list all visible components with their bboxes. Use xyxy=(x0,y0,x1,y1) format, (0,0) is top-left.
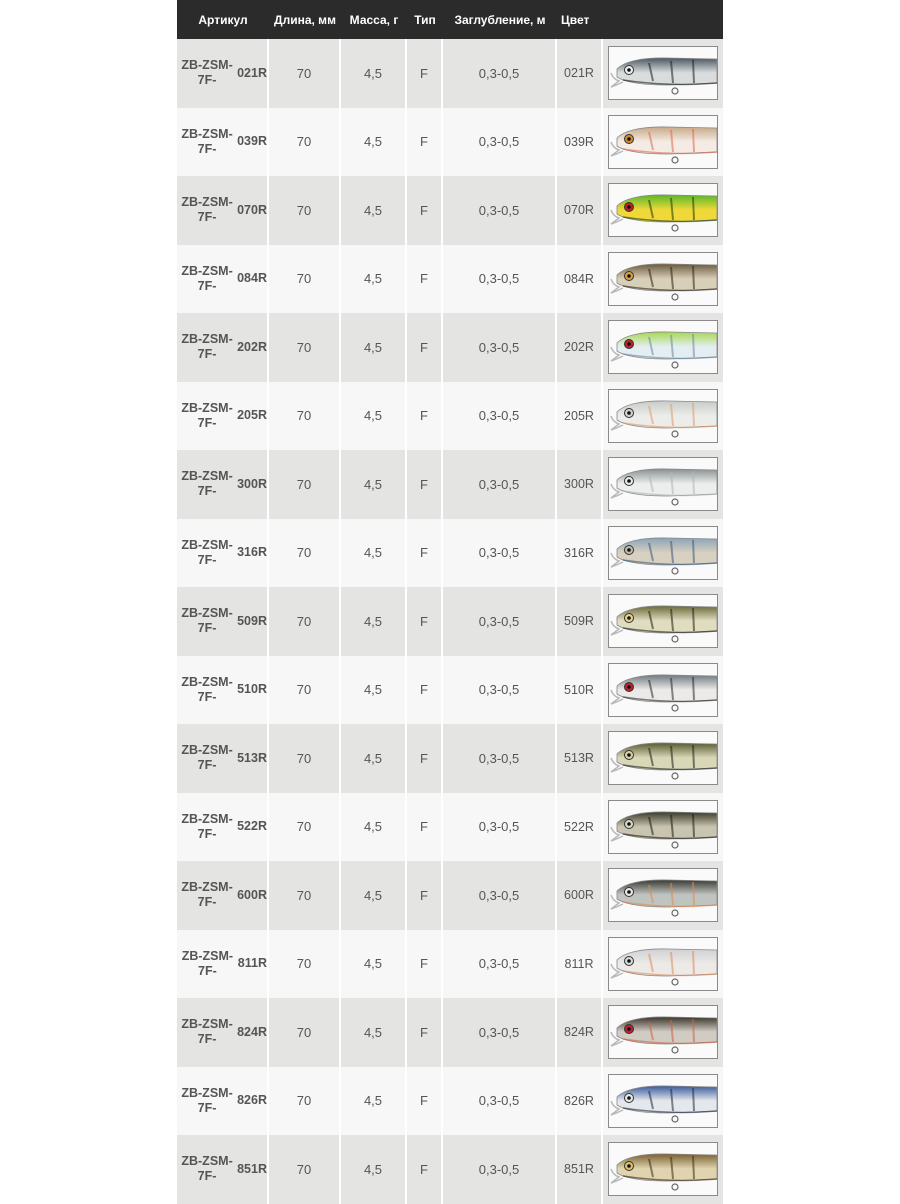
table-row xyxy=(177,587,723,656)
lure-image[interactable] xyxy=(608,594,718,648)
depth-cell: 0,3-0,5 xyxy=(443,587,557,656)
lure-spec-table xyxy=(177,0,723,1204)
article-cell: ZB-ZSM-7F- 021R xyxy=(177,39,269,108)
article-cell: ZB-ZSM-7F- 070R xyxy=(177,176,269,245)
table-row xyxy=(177,930,723,999)
type-cell: F xyxy=(407,382,443,451)
lure-image-cell xyxy=(603,930,723,999)
table-row xyxy=(177,998,723,1067)
type-cell: F xyxy=(407,998,443,1067)
lure-image-cell xyxy=(603,519,723,588)
lure-image-cell xyxy=(603,793,723,862)
weight-cell: 4,5 xyxy=(341,587,407,656)
lure-image-cell xyxy=(603,382,723,451)
table-row xyxy=(177,313,723,382)
color-code-cell: 510R xyxy=(557,656,603,725)
article-cell: ZB-ZSM-7F- 522R xyxy=(177,793,269,862)
type-cell: F xyxy=(407,245,443,314)
depth-cell: 0,3-0,5 xyxy=(443,1135,557,1204)
lure-image[interactable] xyxy=(608,937,718,991)
lure-image-cell xyxy=(603,108,723,177)
depth-cell: 0,3-0,5 xyxy=(443,313,557,382)
weight-cell: 4,5 xyxy=(341,930,407,999)
lure-icon xyxy=(609,801,717,853)
length-cell: 70 xyxy=(269,245,341,314)
length-cell: 70 xyxy=(269,656,341,725)
table-row xyxy=(177,861,723,930)
weight-cell: 4,5 xyxy=(341,861,407,930)
lure-icon xyxy=(609,1006,717,1058)
header-article: Артикул xyxy=(198,12,248,27)
depth-cell: 0,3-0,5 xyxy=(443,519,557,588)
weight-cell: 4,5 xyxy=(341,245,407,314)
type-cell: F xyxy=(407,176,443,245)
lure-image[interactable] xyxy=(608,46,718,100)
weight-cell: 4,5 xyxy=(341,39,407,108)
length-cell: 70 xyxy=(269,1135,341,1204)
table-row xyxy=(177,39,723,108)
lure-icon xyxy=(609,595,717,647)
lure-icon xyxy=(609,869,717,921)
lure-image-cell xyxy=(603,998,723,1067)
type-cell: F xyxy=(407,587,443,656)
lure-image-cell xyxy=(603,587,723,656)
type-cell: F xyxy=(407,1135,443,1204)
length-cell: 70 xyxy=(269,39,341,108)
lure-image-cell xyxy=(603,450,723,519)
table-row xyxy=(177,793,723,862)
color-code-cell: 522R xyxy=(557,793,603,862)
color-code-cell: 811R xyxy=(557,930,603,999)
color-code-cell: 509R xyxy=(557,587,603,656)
depth-cell: 0,3-0,5 xyxy=(443,861,557,930)
type-cell: F xyxy=(407,108,443,177)
header-length: Длина, мм xyxy=(274,12,336,27)
lure-image-cell xyxy=(603,313,723,382)
lure-image[interactable] xyxy=(608,663,718,717)
length-cell: 70 xyxy=(269,519,341,588)
length-cell: 70 xyxy=(269,793,341,862)
article-cell: ZB-ZSM-7F- 509R xyxy=(177,587,269,656)
weight-cell: 4,5 xyxy=(341,724,407,793)
type-cell: F xyxy=(407,656,443,725)
table-header xyxy=(177,0,723,39)
article-cell: ZB-ZSM-7F- 202R xyxy=(177,313,269,382)
lure-image[interactable] xyxy=(608,457,718,511)
color-code-cell: 824R xyxy=(557,998,603,1067)
lure-icon xyxy=(609,458,717,510)
type-cell: F xyxy=(407,313,443,382)
depth-cell: 0,3-0,5 xyxy=(443,998,557,1067)
lure-icon xyxy=(609,527,717,579)
weight-cell: 4,5 xyxy=(341,176,407,245)
color-code-cell: 316R xyxy=(557,519,603,588)
length-cell: 70 xyxy=(269,1067,341,1136)
type-cell: F xyxy=(407,861,443,930)
lure-image[interactable] xyxy=(608,252,718,306)
type-cell: F xyxy=(407,724,443,793)
depth-cell: 0,3-0,5 xyxy=(443,39,557,108)
depth-cell: 0,3-0,5 xyxy=(443,793,557,862)
color-code-cell: 084R xyxy=(557,245,603,314)
lure-icon xyxy=(609,938,717,990)
lure-image-cell xyxy=(603,724,723,793)
type-cell: F xyxy=(407,450,443,519)
lure-image[interactable] xyxy=(608,389,718,443)
header-type: Тип xyxy=(414,12,436,27)
header-depth: Заглубление, м xyxy=(454,12,546,27)
depth-cell: 0,3-0,5 xyxy=(443,930,557,999)
color-code-cell: 070R xyxy=(557,176,603,245)
lure-image-cell xyxy=(603,1067,723,1136)
weight-cell: 4,5 xyxy=(341,998,407,1067)
type-cell: F xyxy=(407,930,443,999)
lure-image-cell xyxy=(603,861,723,930)
lure-image[interactable] xyxy=(608,115,718,169)
weight-cell: 4,5 xyxy=(341,1067,407,1136)
length-cell: 70 xyxy=(269,108,341,177)
lure-image-cell xyxy=(603,39,723,108)
header-image xyxy=(603,0,723,39)
type-cell: F xyxy=(407,39,443,108)
length-cell: 70 xyxy=(269,930,341,999)
table-row xyxy=(177,382,723,451)
article-cell: ZB-ZSM-7F- 826R xyxy=(177,1067,269,1136)
color-code-cell: 851R xyxy=(557,1135,603,1204)
lure-image-cell xyxy=(603,1135,723,1204)
lure-icon xyxy=(609,732,717,784)
article-cell: ZB-ZSM-7F- 316R xyxy=(177,519,269,588)
article-cell: ZB-ZSM-7F- 300R xyxy=(177,450,269,519)
header-color: Цвет xyxy=(561,12,590,27)
lure-image[interactable] xyxy=(608,183,718,237)
table-body xyxy=(177,39,723,1204)
lure-icon xyxy=(609,184,717,236)
depth-cell: 0,3-0,5 xyxy=(443,108,557,177)
table-row xyxy=(177,656,723,725)
color-code-cell: 202R xyxy=(557,313,603,382)
color-code-cell: 021R xyxy=(557,39,603,108)
color-code-cell: 039R xyxy=(557,108,603,177)
color-code-cell: 513R xyxy=(557,724,603,793)
lure-icon xyxy=(609,1075,717,1127)
article-cell: ZB-ZSM-7F- 205R xyxy=(177,382,269,451)
lure-image[interactable] xyxy=(608,1142,718,1196)
table-row xyxy=(177,176,723,245)
weight-cell: 4,5 xyxy=(341,1135,407,1204)
table-row xyxy=(177,450,723,519)
article-cell: ZB-ZSM-7F- 811R xyxy=(177,930,269,999)
lure-image-cell xyxy=(603,245,723,314)
lure-icon xyxy=(609,253,717,305)
depth-cell: 0,3-0,5 xyxy=(443,656,557,725)
lure-image-cell xyxy=(603,656,723,725)
article-cell: ZB-ZSM-7F- 600R xyxy=(177,861,269,930)
length-cell: 70 xyxy=(269,382,341,451)
depth-cell: 0,3-0,5 xyxy=(443,724,557,793)
lure-image[interactable] xyxy=(608,868,718,922)
article-cell: ZB-ZSM-7F- 084R xyxy=(177,245,269,314)
weight-cell: 4,5 xyxy=(341,793,407,862)
article-cell: ZB-ZSM-7F- 039R xyxy=(177,108,269,177)
lure-image[interactable] xyxy=(608,800,718,854)
type-cell: F xyxy=(407,793,443,862)
color-code-cell: 205R xyxy=(557,382,603,451)
weight-cell: 4,5 xyxy=(341,519,407,588)
lure-image-cell xyxy=(603,176,723,245)
lure-icon xyxy=(609,116,717,168)
lure-icon xyxy=(609,664,717,716)
lure-icon xyxy=(609,47,717,99)
table-row xyxy=(177,245,723,314)
weight-cell: 4,5 xyxy=(341,313,407,382)
length-cell: 70 xyxy=(269,176,341,245)
lure-icon xyxy=(609,321,717,373)
table-row xyxy=(177,108,723,177)
length-cell: 70 xyxy=(269,587,341,656)
weight-cell: 4,5 xyxy=(341,108,407,177)
length-cell: 70 xyxy=(269,313,341,382)
lure-image[interactable] xyxy=(608,1074,718,1128)
lure-icon xyxy=(609,390,717,442)
length-cell: 70 xyxy=(269,450,341,519)
length-cell: 70 xyxy=(269,998,341,1067)
depth-cell: 0,3-0,5 xyxy=(443,450,557,519)
article-cell: ZB-ZSM-7F- 824R xyxy=(177,998,269,1067)
header-weight: Масса, г xyxy=(349,12,399,27)
depth-cell: 0,3-0,5 xyxy=(443,245,557,314)
color-code-cell: 300R xyxy=(557,450,603,519)
type-cell: F xyxy=(407,519,443,588)
table-row xyxy=(177,1135,723,1204)
lure-image[interactable] xyxy=(608,731,718,785)
color-code-cell: 600R xyxy=(557,861,603,930)
depth-cell: 0,3-0,5 xyxy=(443,176,557,245)
table-row xyxy=(177,1067,723,1136)
weight-cell: 4,5 xyxy=(341,382,407,451)
lure-image[interactable] xyxy=(608,1005,718,1059)
lure-image[interactable] xyxy=(608,320,718,374)
depth-cell: 0,3-0,5 xyxy=(443,382,557,451)
depth-cell: 0,3-0,5 xyxy=(443,1067,557,1136)
weight-cell: 4,5 xyxy=(341,450,407,519)
weight-cell: 4,5 xyxy=(341,656,407,725)
length-cell: 70 xyxy=(269,861,341,930)
article-cell: ZB-ZSM-7F- 510R xyxy=(177,656,269,725)
lure-icon xyxy=(609,1143,717,1195)
length-cell: 70 xyxy=(269,724,341,793)
type-cell: F xyxy=(407,1067,443,1136)
table-row xyxy=(177,724,723,793)
article-cell: ZB-ZSM-7F- 851R xyxy=(177,1135,269,1204)
article-cell: ZB-ZSM-7F- 513R xyxy=(177,724,269,793)
table-row xyxy=(177,519,723,588)
lure-image[interactable] xyxy=(608,526,718,580)
color-code-cell: 826R xyxy=(557,1067,603,1136)
